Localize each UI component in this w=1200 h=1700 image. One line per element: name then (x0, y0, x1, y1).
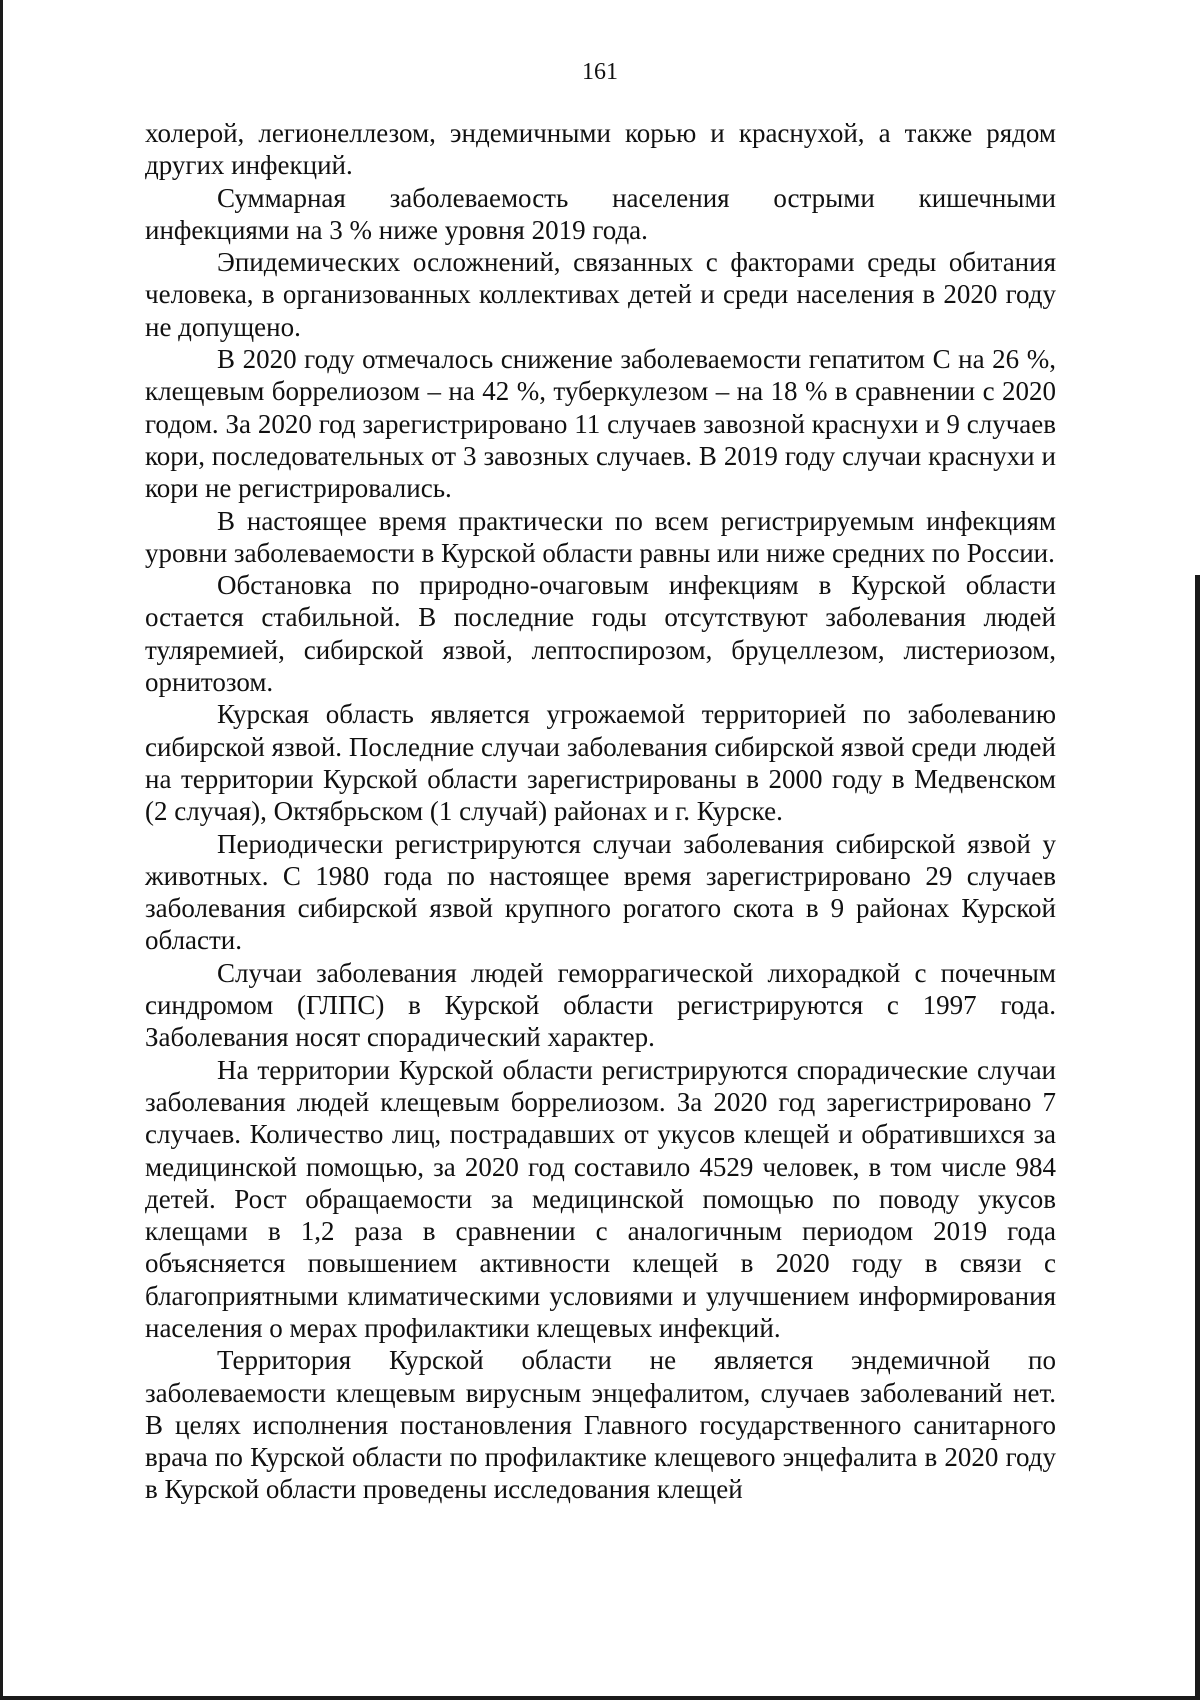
paragraph-natural-focal-infections: Обстановка по природно-очаговым инфекциям в Курской области остается стабильной. В последние годы отсутствуют заболевания людей туляремией, сибирской язвой, лептоспирозом, бруцеллезом, листериозом, орнитозом. (145, 570, 1056, 698)
paragraph-incidence-levels: В настоящее время практически по всем регистрируемым инфекциям уровни заболеваемости в Курской области равны или ниже средних по России. (145, 505, 1056, 568)
scan-border-bottom (0, 1696, 1200, 1700)
paragraph-tick-encephalitis: Территория Курской области не является эндемичной по заболеваемости клещевым вирусным энцефалитом, случаев заболеваний нет. В целях исполнения постановления Главного государственного санитарного врача по Курской области по профилактике клещевого энцефалита в 2020 году в Курской области проведены исследования клещей (145, 1345, 1056, 1505)
paragraph-intestinal-infections: Суммарная заболеваемость населения острыми кишечными инфекциями на 3 % ниже уровня 2019 года. (145, 182, 1056, 245)
scan-border-right (1195, 575, 1200, 1700)
paragraph-tick-borreliosis: На территории Курской области регистрируются спорадические случаи заболевания людей клещевым боррелиозом. За 2020 год зарегистрировано 7 случаев. Количество лиц, пострадавших от укусов клещей и обратившихся за медицинской помощью, за 2020 год составило 4529 человек, в том числе 984 детей. Рост обращаемости за медицинской помощью по поводу укусов клещами в 1,2 раза в сравнении с аналогичным периодом 2019 года объясняется повышением активности клещей в 2020 году в связи с благоприятными климатическими условиями и улучшением информирования населения о мерах профилактики клещевых инфекций. (145, 1054, 1056, 1343)
document-body (145, 117, 1056, 1506)
scan-border-left (0, 0, 3, 1700)
paragraph-epidemic-complications: Эпидемических осложнений, связанных с факторами среды обитания человека, в организованных коллективах детей и среди населения в 2020 году не допущено. (145, 247, 1056, 342)
paragraph-continued: холерой, легионеллезом, эндемичными корью и краснухой, а также рядом других инфекций. (145, 118, 1056, 181)
page-number: 161 (582, 59, 618, 85)
paragraph-incidence-decline: В 2020 году отмечалось снижение заболеваемости гепатитом С на 26 %, клещевым боррелиозом – на 42 %, туберкулезом – на 18 % в сравнении с 2020 годом. За 2020 год зарегистрировано 11 случаев завозной краснухи и 9 случаев кори, последовательных от 3 завозных случаев. В 2019 году случаи краснухи и кори не регистрировались. (145, 344, 1056, 504)
paragraph-anthrax-animals: Периодически регистрируются случаи заболевания сибирской язвой у животных. С 1980 года по настоящее время зарегистрировано 29 случаев заболевания сибирской язвой крупного рогатого скота в 9 районах Курской области. (145, 828, 1056, 956)
paragraph-hfrs: Случаи заболевания людей геморрагической лихорадкой с почечным синдромом (ГЛПС) в Курской области регистрируются с 1997 года. Заболевания носят спорадический характер. (145, 957, 1056, 1053)
paragraph-anthrax-humans: Курская область является угрожаемой территорией по заболеванию сибирской язвой. Последние случаи заболевания сибирской язвой среди людей на территории Курской области зарегистрированы в 2000 году в Медвенском (2 случая), Октябрьском (1 случай) районах и г. Курске. (145, 699, 1056, 827)
